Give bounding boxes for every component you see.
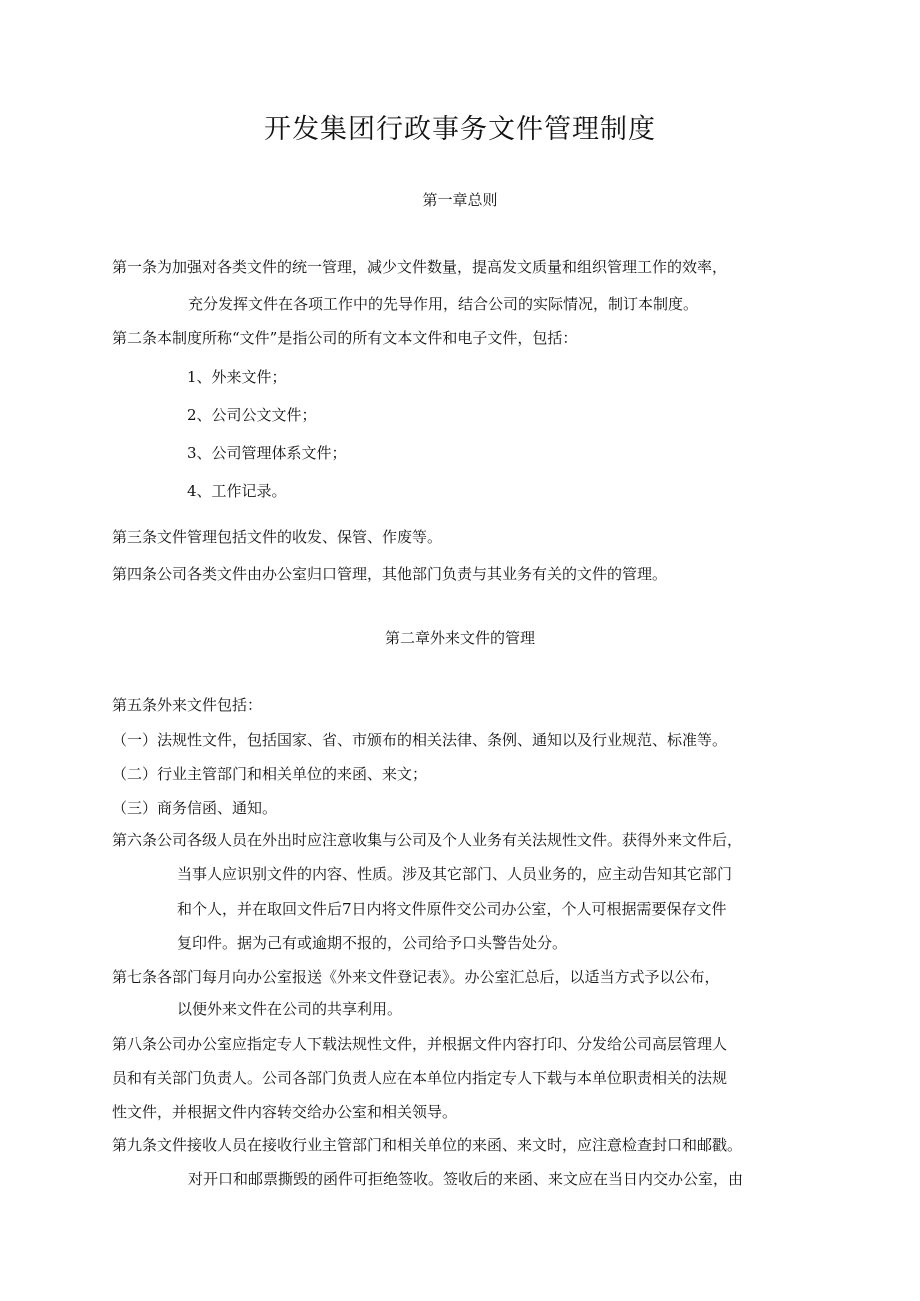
paragraph-line: 当事人应识别文件的内容、性质。涉及其它部门、人员业务的，应主动告知其它部门 bbox=[177, 865, 733, 883]
chapter-heading-2: 第二章外来文件的管理 bbox=[384, 629, 535, 647]
list-item: 2、公司公文文件； bbox=[187, 406, 317, 424]
paragraph-line: 第一条为加强对各类文件的统一管理，减少文件数量，提高发文质量和组织管理工作的效率， bbox=[112, 258, 728, 276]
list-item: 3、公司管理体系文件； bbox=[187, 444, 347, 462]
paragraph-line: （三）商务信函、通知。 bbox=[112, 799, 278, 817]
paragraph-line: 第四条公司各类文件由办公室归口管理，其他部门负责与其业务有关的文件的管理。 bbox=[112, 565, 668, 583]
paragraph-line: 第九条文件接收人员在接收行业主管部门和相关单位的来函、来文时，应注意检查封口和邮戳。 bbox=[112, 1136, 743, 1154]
paragraph-line: 和个人，并在取回文件后7日内将文件原件交公司办公室，个人可根据需要保存文件 bbox=[177, 900, 727, 918]
paragraph-line: 第二条本制度所称“文件”是指公司的所有文本文件和电子文件，包括： bbox=[112, 329, 578, 347]
paragraph-line: 第六条公司各级人员在外出时应注意收集与公司及个人业务有关法规性文件。获得外来文件后， bbox=[112, 831, 743, 849]
paragraph-line: 第八条公司办公室应指定专人下载法规性文件，并根据文件内容打印、分发给公司高层管理人 bbox=[112, 1035, 728, 1053]
paragraph-line: 以便外来文件在公司的共享利用。 bbox=[177, 1000, 403, 1018]
paragraph-line: 第三条文件管理包括文件的收发、保管、作废等。 bbox=[112, 528, 443, 546]
paragraph-line: 员和有关部门负责人。公司各部门负责人应在本单位内指定专人下载与本单位职责相关的法规 bbox=[112, 1069, 728, 1087]
paragraph-line: 对开口和邮票撕毁的函件可拒绝签收。签收后的来函、来文应在当日内交办公室，由 bbox=[188, 1170, 744, 1188]
chapter-heading-1: 第一章总则 bbox=[422, 191, 498, 209]
paragraph-line: 充分发挥文件在各项工作中的先导作用，结合公司的实际情况，制订本制度。 bbox=[188, 295, 699, 313]
list-item: 4、工作记录。 bbox=[187, 482, 287, 500]
paragraph-line: 复印件。据为己有或逾期不报的，公司给予口头警告处分。 bbox=[177, 934, 568, 952]
paragraph-line: 性文件，并根据文件内容转交给办公室和相关领导。 bbox=[112, 1103, 458, 1121]
paragraph-line: 第七条各部门每月向办公室报送《外来文件登记表》。办公室汇总后，以适当方式予以公布， bbox=[112, 968, 720, 986]
paragraph-line: （一）法规性文件，包括国家、省、市颁布的相关法律、条例、通知以及行业规范、标准等。 bbox=[112, 731, 728, 749]
document-title: 开发集团行政事务文件管理制度 bbox=[264, 114, 656, 145]
list-item: 1、外来文件； bbox=[187, 368, 287, 386]
paragraph-line: 第五条外来文件包括： bbox=[112, 696, 263, 714]
paragraph-line: （二）行业主管部门和相关单位的来函、来文； bbox=[112, 765, 428, 783]
